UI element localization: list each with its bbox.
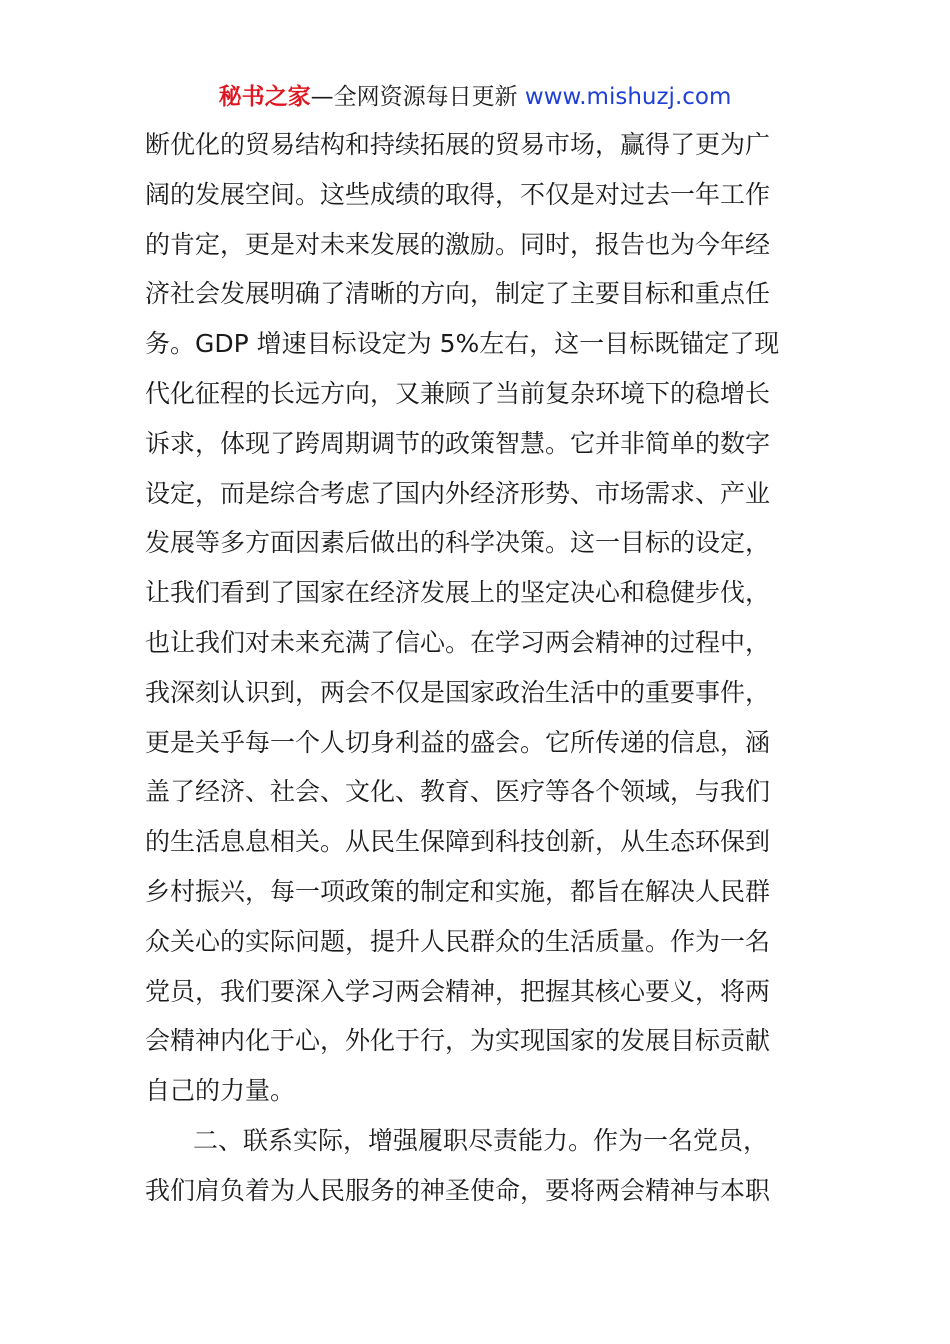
body-line: 断优化的贸易结构和持续拓展的贸易市场，赢得了更为广 — [145, 130, 771, 159]
site-brand: 秘书之家 — [218, 84, 311, 110]
body-line: 济社会发展明确了清晰的方向，制定了主要目标和重点任 — [145, 279, 771, 309]
body-line: 党员，我们要深入学习两会精神，把握其核心要义，将两 — [145, 976, 771, 1006]
body-line: 代化征程的长远方向，又兼顾了当前复杂环境下的稳增长 — [145, 378, 771, 408]
document-body — [145, 120, 807, 1216]
body-line: 让我们看到了国家在经济发展上的坚定决心和稳健步伐， — [145, 578, 771, 608]
body-line: 的生活息息相关。从民生保障到科技创新，从生态环保到 — [145, 827, 771, 857]
body-line: 的肯定，更是对未来发展的激励。同时，报告也为今年经 — [145, 229, 771, 259]
section-heading-line: 二、联系实际，增强履职尽责能力。作为一名党员， — [193, 1125, 769, 1155]
body-line: 更是关乎每一个人切身利益的盛会。它所传递的信息，涵 — [145, 727, 771, 757]
body-line: 盖了经济、社会、文化、教育、医疗等各个领域，与我们 — [145, 777, 771, 807]
body-line: 我们肩负着为人民服务的神圣使命，要将两会精神与本职 — [145, 1175, 771, 1205]
header-dash: — — [310, 84, 334, 110]
body-line: 也让我们对未来充满了信心。在学习两会精神的过程中， — [145, 627, 771, 657]
body-line: 众关心的实际问题，提升人民群众的生活质量。作为一名 — [145, 926, 771, 956]
site-header — [0, 82, 950, 112]
body-line: 阔的发展空间。这些成绩的取得，不仅是对过去一年工作 — [145, 179, 771, 209]
body-line: 务。GDP 增速目标设定为 5%左右，这一目标既锚定了现 — [145, 329, 780, 359]
site-url[interactable]: www.mishuzj.com — [524, 84, 732, 110]
body-line: 发展等多方面因素后做出的科学决策。这一目标的设定， — [145, 528, 771, 558]
body-line: 我深刻认识到，两会不仅是国家政治生活中的重要事件， — [145, 677, 771, 707]
body-line: 自己的力量。 — [145, 1076, 296, 1106]
site-slogan: 全网资源每日更新 — [333, 84, 518, 110]
body-line: 会精神内化于心，外化于行，为实现国家的发展目标贡献 — [145, 1026, 771, 1056]
body-line: 诉求，体现了跨周期调节的政策智慧。它并非简单的数字 — [145, 428, 771, 458]
body-line: 乡村振兴，每一项政策的制定和实施，都旨在解决人民群 — [145, 876, 771, 906]
body-line: 设定，而是综合考虑了国内外经济形势、市场需求、产业 — [145, 478, 771, 508]
